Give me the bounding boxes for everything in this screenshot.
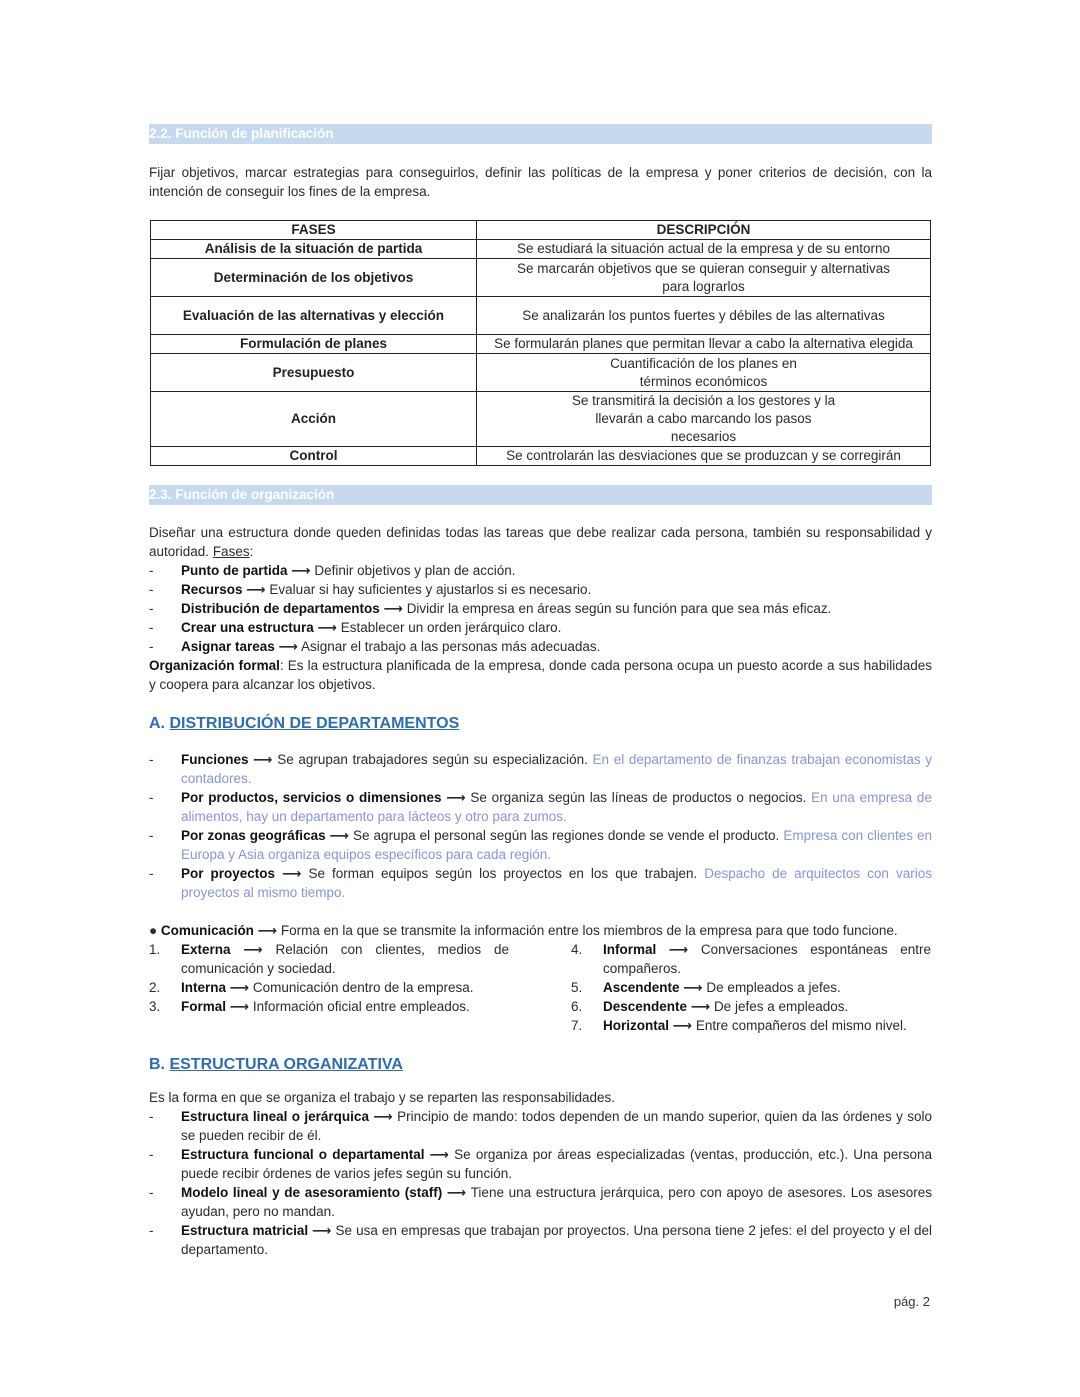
list-item: - Estructura matricial ⟶ Se usa en empresas que trabajan por proyectos. Una persona tiene 2 jefes: el del proyecto y el del departamento. [149, 1221, 932, 1259]
heading-distribucion-departamentos: A. DISTRIBUCIÓN DE DEPARTAMENTOS [149, 715, 460, 732]
list-item: 4. Informal ⟶ Conversaciones espontáneas entre compañeros. [571, 942, 931, 976]
list-item: - Estructura lineal o jerárquica ⟶ Principio de mando: todos dependen de un mando superior, quien da las órdenes y solo se pueden recibir de él. [149, 1107, 932, 1145]
list-item: - Punto de partida ⟶ Definir objetivos y plan de acción. [149, 561, 932, 580]
table-header-row [151, 221, 931, 240]
list-item: - Recursos ⟶ Evaluar si hay suficientes y ajustarlos si es necesario. [149, 580, 932, 599]
list-item: - Por productos, servicios o dimensiones ⟶ Se organiza según las líneas de productos o negocios. En una empresa de alimentos, hay un departamento para lácteos y otro para zumos. [149, 788, 932, 826]
comunicacion-types [149, 940, 932, 1035]
description-cell: Se transmitirá la decisión a los gestores y la llevarán a cabo marcando los pasos necesarios [477, 392, 931, 447]
description-cell: Se analizarán los puntos fuertes y débiles de las alternativas [477, 297, 931, 335]
list-item: - Distribución de departamentos ⟶ Dividir la empresa en áreas según su función para que sea más eficaz. [149, 599, 932, 618]
phase-cell: Análisis de la situación de partida [151, 240, 477, 259]
table-row [151, 392, 931, 447]
list-item: 7. Horizontal ⟶ Entre compañeros del mismo nivel. [571, 1018, 907, 1033]
organizacion-steps-list [149, 561, 932, 656]
description-cell: Se formularán planes que permitan llevar a cabo la alternativa elegida [477, 335, 931, 354]
phase-cell: Acción [151, 392, 477, 447]
phase-cell: Evaluación de las alternativas y elección [151, 297, 477, 335]
planificacion-intro: Fijar objetivos, marcar estrategias para conseguirlos, definir las políticas de la empresa y poner criterios de decisión, con la intención de conseguir los fines de la empresa. [149, 165, 932, 199]
description-cell: Se marcarán objetivos que se quieran conseguir y alternativas para lograrlos [477, 259, 931, 297]
table-row [151, 240, 931, 259]
departamentos-list [149, 750, 932, 902]
header-fases: FASES [151, 221, 477, 240]
list-item: - Asignar tareas ⟶ Asignar el trabajo a las personas más adecuadas. [149, 637, 932, 656]
table-row [151, 447, 931, 466]
list-item: - Por proyectos ⟶ Se forman equipos según los proyectos en los que trabajen. Despacho de arquitectos con varios proyectos al mismo tiempo. [149, 864, 932, 902]
bullet-icon: ● [149, 923, 158, 938]
estructura-intro: Es la forma en que se organiza el trabajo y se reparten las responsabilidades. [149, 1090, 616, 1105]
list-item: - Crear una estructura ⟶ Establecer un orden jerárquico claro. [149, 618, 932, 637]
list-item: 1. Externa ⟶ Relación con clientes, medios de comunicación y sociedad. [149, 942, 509, 976]
description-cell: Cuantificación de los planes en términos económicos [477, 354, 931, 392]
section-heading-planificacion: 2.2. Función de planificación [149, 124, 932, 144]
list-item: 2. Interna ⟶ Comunicación dentro de la empresa. [149, 980, 474, 995]
table-row [151, 354, 931, 392]
section-heading-organizacion: 2.3. Función de organización [149, 485, 932, 505]
list-item: - Por zonas geográficas ⟶ Se agrupa el personal según las regiones donde se vende el producto. Empresa con clientes en Europa y Asia organiza equipos específicos para cada región. [149, 826, 932, 864]
phase-cell: Formulación de planes [151, 335, 477, 354]
description-cell: Se estudiará la situación actual de la empresa y de su entorno [477, 240, 931, 259]
fases-table [150, 220, 931, 466]
table-row [151, 297, 931, 335]
list-item: - Estructura funcional o departamental ⟶ Se organiza por áreas especializadas (ventas, producción, etc.). Una persona puede recibir órdenes de varios jefes según su función. [149, 1145, 932, 1183]
heading-estructura-organizativa: B. ESTRUCTURA ORGANIZATIVA [149, 1056, 403, 1073]
organizacion-formal: Organización formal: Es la estructura planificada de la empresa, donde cada persona ocupa un puesto acorde a sus habilidades y coopera para alcanzar los objetivos. [149, 658, 932, 692]
table-row [151, 259, 931, 297]
header-descripcion: DESCRIPCIÓN [477, 221, 931, 240]
fases-label: Fases [212, 544, 250, 559]
estructura-list [149, 1107, 932, 1259]
list-item: 3. Formal ⟶ Información oficial entre empleados. [149, 999, 470, 1014]
list-item: 5. Ascendente ⟶ De empleados a jefes. [571, 980, 841, 995]
page-number: pág. 2 [893, 1294, 930, 1309]
organizacion-intro: Diseñar una estructura donde queden definidas todas las tareas que debe realizar cada persona, también su responsabilidad y autoridad. Fases: [149, 525, 932, 559]
document-page [149, 124, 932, 1259]
comunicacion-line: ● Comunicación ⟶ Forma en la que se transmite la información entre los miembros de la empresa para que todo funcione. [149, 923, 898, 938]
comunicacion-right-list [571, 940, 931, 1035]
list-item: 6. Descendente ⟶ De jefes a empleados. [571, 999, 849, 1014]
phase-cell: Determinación de los objetivos [151, 259, 477, 297]
table-row [151, 335, 931, 354]
phase-cell: Control [151, 447, 477, 466]
comunicacion-left-list [149, 940, 509, 1035]
description-cell: Se controlarán las desviaciones que se produzcan y se corregirán [477, 447, 931, 466]
list-item: - Modelo lineal y de asesoramiento (staff) ⟶ Tiene una estructura jerárquica, pero con apoyo de asesores. Los asesores ayudan, pero no mandan. [149, 1183, 932, 1221]
phase-cell: Presupuesto [151, 354, 477, 392]
list-item: - Funciones ⟶ Se agrupan trabajadores según su especialización. En el departamento de finanzas trabajan economistas y contadores. [149, 750, 932, 788]
